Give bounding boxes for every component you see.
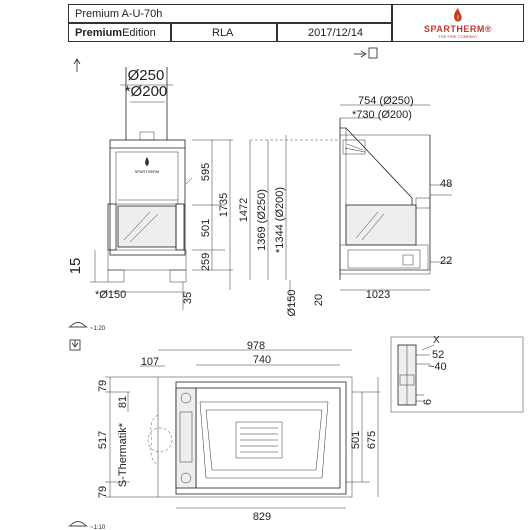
plan-outer xyxy=(176,382,346,494)
side-glass xyxy=(346,205,416,245)
side-height-1344: *1344 (Ø200) xyxy=(274,186,286,254)
date: 2017/12/14 xyxy=(308,26,364,39)
front-height-501: 501 xyxy=(200,218,212,238)
side-height-1472: 1472 xyxy=(238,197,250,223)
plan-body xyxy=(196,388,340,488)
side-view xyxy=(238,95,452,316)
plan-offset-107: 107 xyxy=(140,356,160,368)
front-view xyxy=(67,67,233,310)
side-depth-top: 754 (Ø250) xyxy=(358,95,414,107)
side-bottom-20: 20 xyxy=(313,293,325,307)
plan-left-517: 517 xyxy=(97,430,109,450)
top-view-icon xyxy=(70,340,80,350)
plan-width-740: 740 xyxy=(252,354,272,366)
detail-dim-40: ~40 xyxy=(428,361,447,373)
edition-bold: Premium xyxy=(75,26,123,39)
s-thermatik-circle xyxy=(148,428,172,452)
plan-left-79-bottom: 79 xyxy=(97,485,109,499)
front-base-15: 15 xyxy=(67,257,84,275)
front-glass xyxy=(118,206,176,247)
front-height-259: 259 xyxy=(200,252,212,272)
side-flue-box xyxy=(343,140,365,154)
brand-text: SPARTHERM xyxy=(424,23,485,34)
plan-s-thermatik: S-Thermatik* xyxy=(117,422,129,488)
scale-top-label: ~1:20 xyxy=(90,326,106,332)
model-name: Premium A-U-70h xyxy=(75,7,163,20)
plan-left-79-top: 79 xyxy=(97,379,109,393)
fireplace-scale-icon xyxy=(70,522,86,527)
front-bottom-35: 35 xyxy=(182,291,194,305)
side-air-inlet: Ø150 xyxy=(286,289,298,317)
front-height-total: 1735 xyxy=(218,192,230,218)
box-icon xyxy=(369,48,377,58)
detail-x xyxy=(391,335,523,412)
plan-right-501: 501 xyxy=(350,430,362,450)
edition-rest: Edition xyxy=(122,26,156,39)
fireplace-plan-icon xyxy=(70,323,86,328)
side-width-1023: 1023 xyxy=(365,289,391,301)
front-logo-text: SPARTHERM xyxy=(134,169,160,174)
flue-collar xyxy=(140,132,154,140)
brand-tagline: THE FIRE COMPANY xyxy=(438,33,478,39)
scale-top xyxy=(68,323,106,333)
front-height-595: 595 xyxy=(200,162,212,182)
arrow-right-icon xyxy=(354,48,377,58)
detail-label-x: X xyxy=(433,335,440,346)
side-height-1369: 1369 (Ø250) xyxy=(256,189,268,251)
plan-bottom-829: 829 xyxy=(252,511,272,523)
brand-mark: ® xyxy=(484,23,492,34)
front-air-inlet: *Ø150 xyxy=(95,289,127,301)
front-logo xyxy=(135,157,160,174)
plan-right-675: 675 xyxy=(366,430,378,450)
side-depth-top-alt: *730 (Ø200) xyxy=(352,109,412,121)
scale-bottom xyxy=(68,522,106,530)
plan-width-978: 978 xyxy=(246,340,266,352)
flue-diameter: Ø250 xyxy=(127,67,165,84)
detail-dim-6: 6 xyxy=(422,398,434,406)
plan-left-81: 81 xyxy=(117,395,129,409)
detail-dim-52: 52 xyxy=(432,349,445,361)
side-right-48: 48 xyxy=(440,178,453,190)
flue-diameter-alt: *Ø200 xyxy=(124,83,168,100)
variant: RLA xyxy=(212,26,234,39)
arrow-up-icon xyxy=(74,59,80,72)
plan-view xyxy=(97,340,380,523)
scale-bottom-label: ~1:10 xyxy=(90,525,106,530)
side-right-22: 22 xyxy=(440,255,453,267)
